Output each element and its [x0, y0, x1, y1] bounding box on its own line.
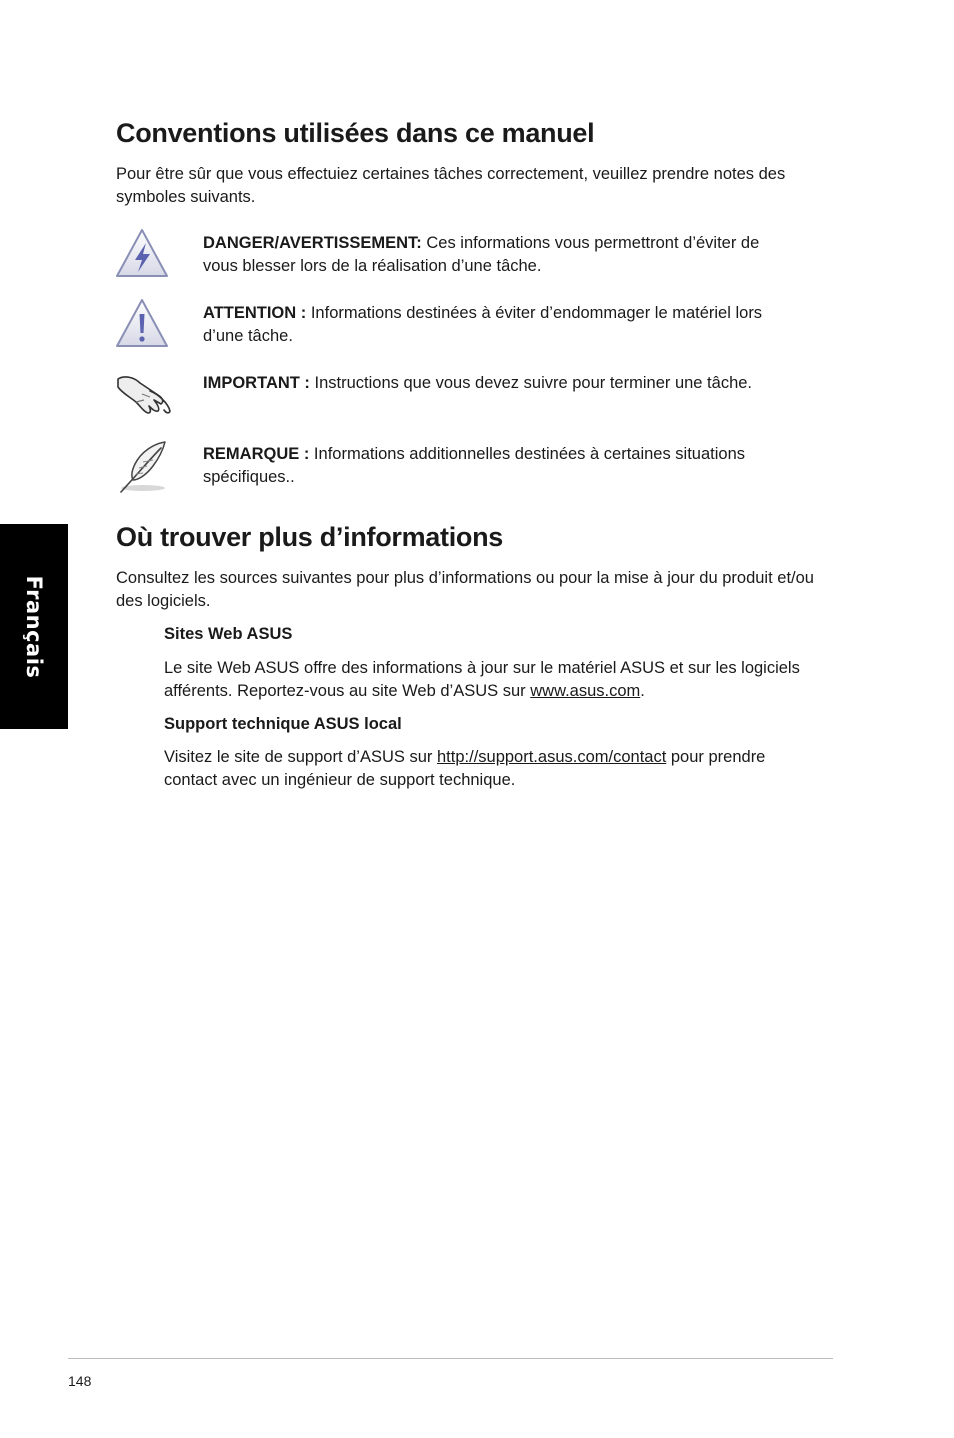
attention-text-line1: Informations destinées à éviter d’endommager le matériel lors — [306, 304, 763, 322]
page-number: 148 — [68, 1373, 92, 1389]
support-text-post: pour prendre — [666, 748, 766, 766]
support-text-pre: Visitez le site de support d’ASUS sur — [164, 748, 437, 766]
support-text-line2: contact avec un ingénieur de support technique. — [164, 771, 516, 789]
language-label: Français — [22, 575, 46, 678]
danger-text-line1: Ces informations vous permettront d’éviter de — [421, 234, 760, 252]
caution-exclamation-icon — [113, 297, 171, 353]
important-hand-icon — [114, 367, 172, 423]
language-side-tab — [0, 524, 68, 729]
web-text-line1: Le site Web ASUS offre des informations à jour sur le matériel ASUS et sur les logiciels — [164, 659, 800, 677]
web-paragraph — [164, 657, 844, 703]
danger-text-line2: vous blesser lors de la réalisation d’une tâche. — [203, 257, 542, 275]
support-paragraph — [164, 746, 844, 792]
remarque-label: REMARQUE : — [203, 445, 310, 463]
note-quill-icon — [115, 438, 173, 494]
support-contact-link[interactable]: http://support.asus.com/contact — [437, 748, 667, 766]
support-heading-text: Support technique ASUS local — [164, 715, 402, 733]
web-heading — [164, 623, 844, 646]
footer-divider — [68, 1358, 833, 1359]
web-text-line2: afférents. Reportez-vous au site Web d’ASUS sur — [164, 682, 531, 700]
asus-website-link[interactable]: www.asus.com — [530, 682, 641, 700]
important-text-line1: Instructions que vous devez suivre pour terminer une tâche. — [309, 374, 753, 392]
important-label: IMPORTANT : — [203, 374, 310, 392]
remarque-text-line1: Informations additionnelles destinées à certaines situations — [309, 445, 746, 463]
danger-lightning-icon — [113, 227, 171, 283]
more-info-intro: Consultez les sources suivantes pour plus d’informations ou pour la mise à jour du produit et/ou des logiciels. — [116, 569, 814, 610]
section-title-conventions: Conventions utilisées dans ce manuel — [116, 118, 595, 148]
web-text-end: . — [640, 682, 645, 700]
danger-label: DANGER/AVERTISSEMENT: — [203, 234, 422, 252]
support-heading — [164, 713, 844, 736]
remarque-note — [203, 443, 833, 489]
remarque-text-line2: spécifiques.. — [203, 468, 295, 486]
web-heading-text: Sites Web ASUS — [164, 625, 293, 643]
attention-text-line2: d’une tâche. — [203, 327, 293, 345]
section-title-more-info: Où trouver plus d’informations — [116, 522, 504, 552]
danger-note — [203, 232, 833, 278]
important-note — [203, 372, 833, 395]
attention-label: ATTENTION : — [203, 304, 307, 322]
attention-note — [203, 302, 833, 348]
conventions-intro: Pour être sûr que vous effectuiez certaines tâches correctement, veuillez prendre notes des symboles suivants. — [116, 165, 786, 206]
